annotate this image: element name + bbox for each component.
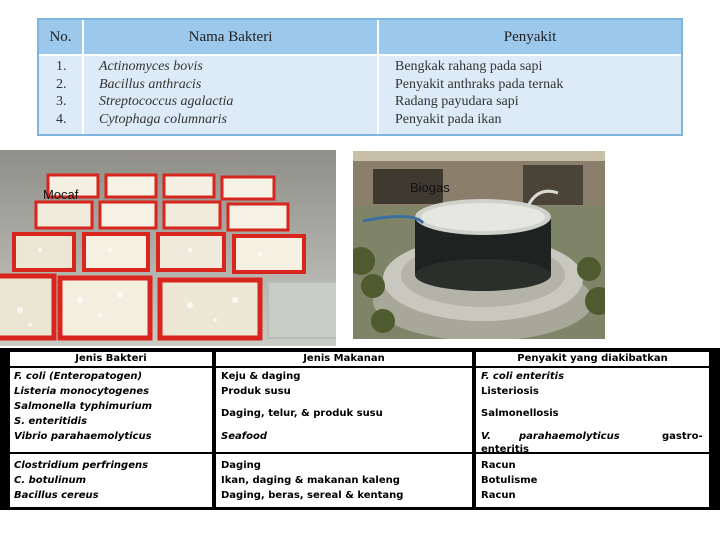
disease-name: Penyakit pada ikan bbox=[395, 111, 502, 127]
disease-item: Salmonellosis bbox=[481, 408, 559, 419]
disease-name: Penyakit anthraks pada ternak bbox=[395, 76, 564, 92]
bacteria-item: Clostridium perfringens bbox=[14, 460, 149, 471]
bacteria-item: Listeria monocytogenes bbox=[14, 386, 150, 397]
disease-item: F. coli enteritis bbox=[481, 371, 565, 382]
column-nama-bakteri bbox=[99, 58, 233, 128]
header-penyakit: Penyakit yang diakibatkan bbox=[517, 353, 668, 364]
biogas-label: Biogas bbox=[410, 180, 450, 195]
food-item: Daging, beras, sereal & kentang bbox=[221, 490, 404, 501]
disease-item: V. bbox=[481, 431, 491, 442]
disease-name: Bengkak rahang pada sapi bbox=[395, 59, 543, 74]
biogas-digester-image bbox=[353, 151, 605, 339]
mocaf-photo bbox=[0, 150, 336, 346]
biogas-photo bbox=[353, 151, 605, 339]
disease-item: Listeriosis bbox=[481, 386, 539, 397]
bacteria-disease-table bbox=[37, 18, 683, 136]
bacteria-name: Bacillus anthracis bbox=[99, 76, 202, 92]
disease-item: gastro- bbox=[662, 431, 703, 442]
header-nama-bakteri: Nama Bakteri bbox=[188, 29, 273, 45]
mocaf-trays-image bbox=[0, 150, 336, 346]
food-item: Daging, telur, & produk susu bbox=[221, 408, 383, 419]
bacteria-item: Salmonella typhimurium bbox=[14, 401, 153, 412]
food-item: Ikan, daging & makanan kaleng bbox=[221, 475, 400, 486]
food-item: Daging bbox=[221, 460, 261, 471]
bacteria-item: C. botulinum bbox=[14, 475, 87, 486]
bacteria-item: F. coli (Enteropatogen) bbox=[14, 371, 143, 382]
header-penyakit: Penyakit bbox=[503, 29, 557, 45]
bacteria-item: S. enteritidis bbox=[14, 416, 88, 427]
disease-name: Radang payudara sapi bbox=[395, 94, 519, 109]
bacteria-item: Bacillus cereus bbox=[14, 490, 99, 501]
disease-item: Racun bbox=[481, 490, 516, 501]
bacteria-item: Vibrio parahaemolyticus bbox=[14, 431, 152, 442]
food-item: Seafood bbox=[221, 431, 267, 442]
header-jenis-bakteri: Jenis Bakteri bbox=[75, 353, 147, 364]
food-item: Produk susu bbox=[221, 386, 291, 397]
row-number: 2. bbox=[56, 76, 67, 92]
disease-item: parahaemolyticus bbox=[519, 431, 620, 442]
foodborne-bacteria-table bbox=[0, 348, 720, 510]
column-penyakit bbox=[395, 58, 563, 128]
bacteria-name: Streptococcus agalactia bbox=[99, 94, 234, 109]
disease-item: Racun bbox=[481, 460, 516, 471]
mocaf-label: Mocaf bbox=[43, 187, 79, 202]
bacteria-name: Actinomyces bovis bbox=[99, 59, 203, 74]
column-no bbox=[56, 58, 67, 128]
disease-item: enteritis bbox=[481, 444, 529, 455]
row-number: 4. bbox=[56, 111, 67, 127]
food-item: Keju & daging bbox=[221, 371, 301, 382]
row-number: 1. bbox=[56, 59, 67, 74]
row-number: 3. bbox=[56, 94, 67, 109]
header-jenis-makanan: Jenis Makanan bbox=[303, 353, 385, 364]
header-no: No. bbox=[49, 29, 72, 45]
disease-item: Botulisme bbox=[481, 475, 538, 486]
bacteria-name: Cytophaga columnaris bbox=[99, 111, 227, 127]
